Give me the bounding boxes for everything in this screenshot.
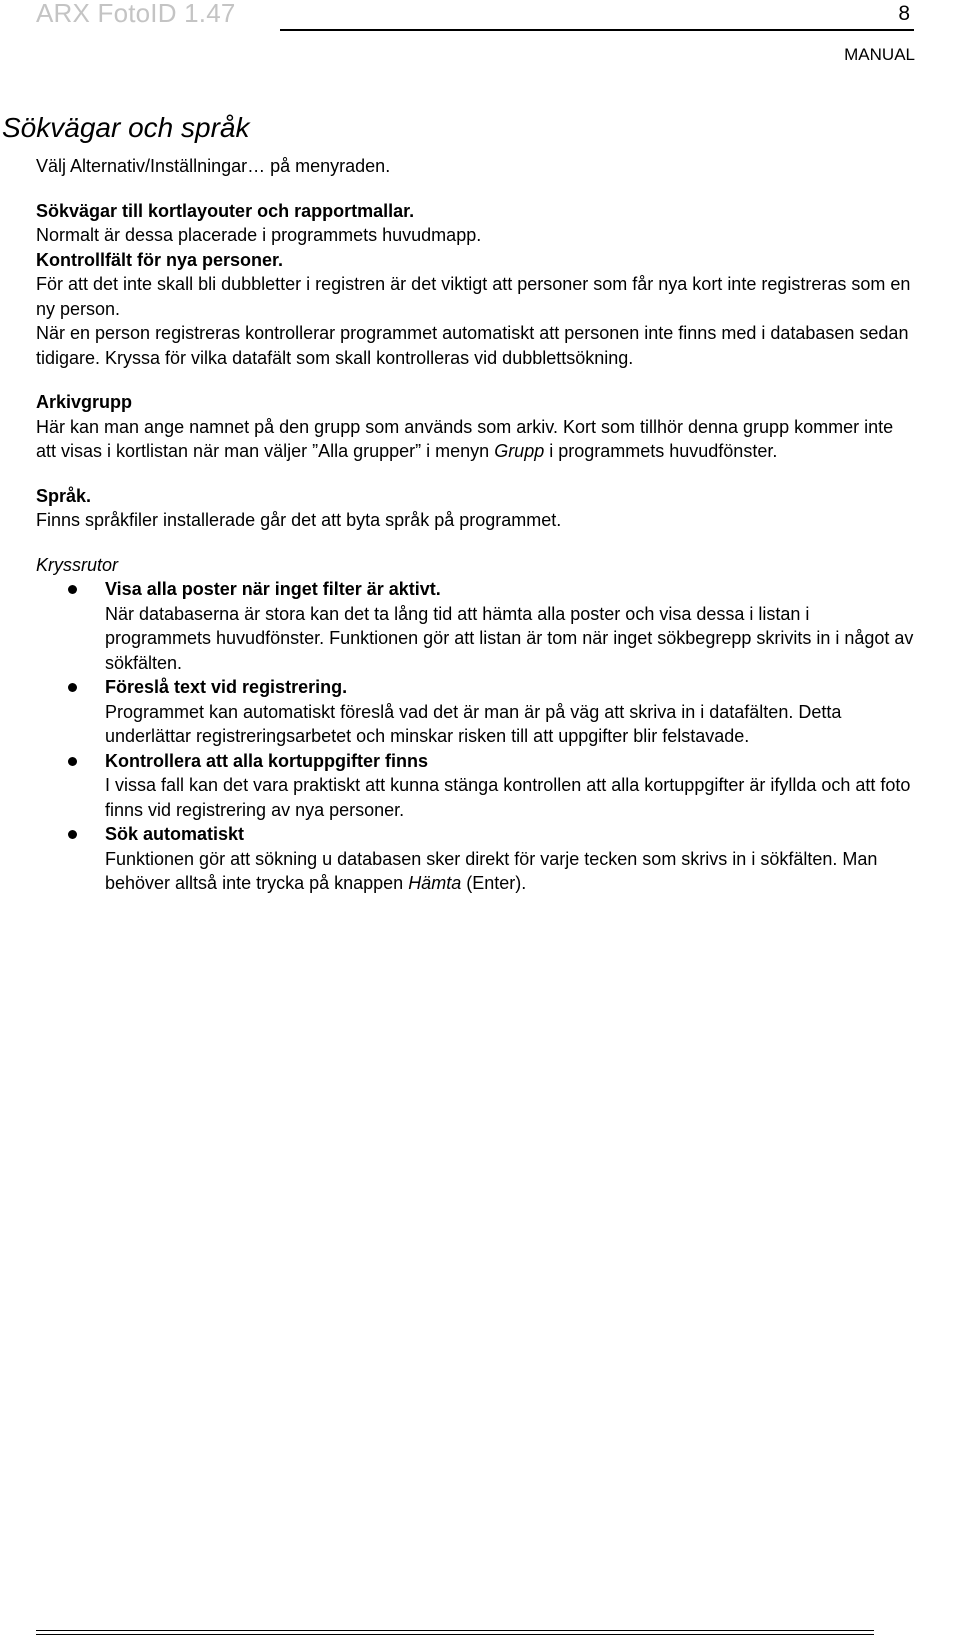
control-text-1: För att det inte skall bli dubbletter i registren är det viktigt att personer som får nya kort inte registreras som en ny person. xyxy=(36,274,911,319)
page-content xyxy=(36,154,916,896)
list-item-title: Sök automatiskt xyxy=(105,824,245,844)
list-item-text: I vissa fall kan det vara praktiskt att kunna stänga kontrollen att alla kortuppgifter är ifyllda och att foto finns vid registrering av nya personer. xyxy=(105,775,911,820)
archive-text-part-1: Här kan man ange namnet på den grupp som används som arkiv. Kort som tillhör denna grupp kommer inte att visas i kortlistan när man väljer ”Alla grupper” i menyn xyxy=(36,416,894,461)
control-text-2: När en person registreras kontrollerar programmet automatiskt att personen inte finns med i databasen sedan tidigare. Kryssa för vilka datafält som skall kontrolleras vid dubblettsökning. xyxy=(36,323,909,368)
list-item-title: Föreslå text vid registrering. xyxy=(105,677,348,697)
list-item-text: När databaserna är stora kan det ta lång tid att hämta alla poster och visa dessa i listan i programmets huvudfönster. Funktionen gör att listan är tom när inget sökbegrepp skrivits in i något av sökfälten. xyxy=(105,603,914,673)
page-number: 8 xyxy=(898,2,910,25)
list-item xyxy=(36,822,916,896)
archive-text-menu-name: Grupp xyxy=(494,441,545,461)
document-title: ARX FotoID 1.47 xyxy=(36,0,236,28)
archive-text-part-2: i programmets huvudfönster. xyxy=(544,441,778,461)
list-item xyxy=(36,749,916,823)
list-item xyxy=(36,577,916,675)
list-item-text-part-1: Funktionen gör att sökning u databasen sker direkt för varje tecken som skrivs in i sökfälten. Man behöver alltså inte trycka på knappen xyxy=(105,848,878,893)
list-item-text: Programmet kan automatiskt föreslå vad det är man är på väg att skriva in i datafälten. Detta underlättar registreringsarbetet och minskar risken till att uppgifter blir felstavade. xyxy=(105,701,842,746)
fetch-button-name: Hämta xyxy=(408,873,462,893)
language-heading: Språk. xyxy=(36,485,92,506)
list-item-text-part-2: (Enter). xyxy=(461,873,527,893)
bullet-icon xyxy=(68,757,77,766)
bullet-icon xyxy=(68,585,77,594)
section-heading: Sökvägar och språk xyxy=(2,112,250,143)
list-item-text xyxy=(105,847,916,896)
bullet-icon xyxy=(68,830,77,839)
checkbox-heading: Kryssrutor xyxy=(36,554,119,575)
list-item xyxy=(36,675,916,749)
bullet-icon xyxy=(68,683,77,692)
control-heading: Kontrollfält för nya personer. xyxy=(36,249,284,270)
list-item-title: Visa alla poster när inget filter är aktivt. xyxy=(105,579,441,599)
language-text: Finns språkfiler installerade går det att byta språk på programmet. xyxy=(36,510,562,530)
manual-label: MANUAL xyxy=(844,45,915,64)
archive-heading: Arkivgrupp xyxy=(36,392,133,412)
checkbox-list xyxy=(36,577,916,896)
paths-text: Normalt är dessa placerade i programmets huvudmapp. xyxy=(36,225,482,245)
intro-text: Välj Alternativ/Inställningar… på menyraden. xyxy=(36,156,391,176)
paths-heading: Sökvägar till kortlayouter och rapportmallar. xyxy=(36,200,415,221)
footer-rule xyxy=(36,1630,874,1635)
list-item-title: Kontrollera att alla kortuppgifter finns xyxy=(105,750,429,771)
archive-text xyxy=(36,415,916,464)
header-rule xyxy=(280,29,914,31)
